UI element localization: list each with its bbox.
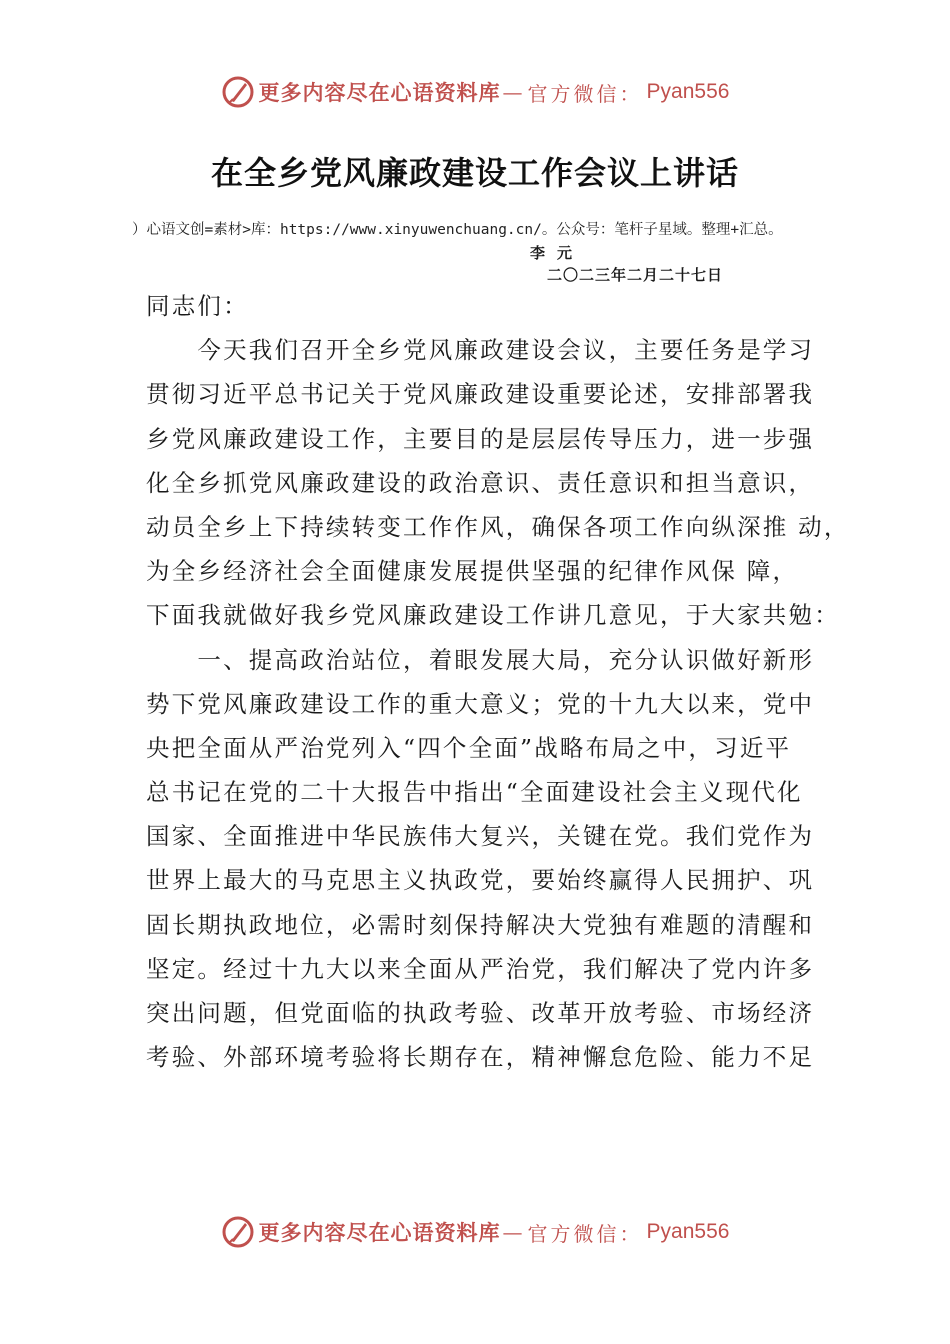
banner-wechat-label: 官方微信： bbox=[527, 1221, 643, 1246]
speech-date: 二〇二三年二月二十七日 bbox=[547, 266, 724, 284]
body-line: 央把全面从严治党列入“四个全面”战略布局之中，习近平 bbox=[146, 733, 792, 762]
body-line: 总书记在党的二十大报告中指出“全面建设社会主义现代化 bbox=[146, 778, 803, 807]
body-line: 世界上最大的马克思主义执政党，要始终赢得人民拥护、巩 bbox=[146, 866, 815, 895]
banner-wechat-id: Pyan556 bbox=[646, 1220, 730, 1243]
author-name: 李元 bbox=[530, 244, 585, 262]
quill-logo-icon bbox=[221, 75, 255, 109]
banner-dash: — bbox=[502, 80, 526, 104]
banner-slogan: 更多内容尽在心语资料库 bbox=[258, 80, 501, 105]
body-line: 乡党风廉政建设工作，主要目的是层层传导压力，进一步强 bbox=[146, 424, 815, 453]
body-line: 化全乡抓党风廉政建设的政治意识、责任意识和担当意识， bbox=[146, 468, 815, 497]
body-line: 贯彻习近平总书记关于党风廉政建设重要论述，安排部署我 bbox=[146, 380, 815, 409]
banner-slogan: 更多内容尽在心语资料库 bbox=[258, 1220, 501, 1245]
body-line: 一、提高政治站位，着眼发展大局，充分认识做好新形 bbox=[146, 645, 815, 674]
body-line: 坚定。经过十九大以来全面从严治党，我们解决了党内许多 bbox=[146, 954, 815, 983]
body-line: 动员全乡上下持续转变工作作风，确保各项工作向纵深推 动， bbox=[146, 512, 850, 541]
body-line: 固长期执政地位，必需时刻保持解决大党独有难题的清醒和 bbox=[146, 910, 815, 939]
banner-wechat-id: Pyan556 bbox=[646, 80, 730, 103]
body-line: 突出问题，但党面临的执政考验、改革开放考验、市场经济 bbox=[146, 999, 815, 1027]
banner-dash: — bbox=[502, 1220, 526, 1244]
body-line: 考验、外部环境考验将长期存在，精神懈怠危险、能力不足 bbox=[146, 1043, 815, 1072]
footer-banner bbox=[0, 1212, 950, 1252]
page-title: 在全乡党风廉政建设工作会议上讲话 bbox=[210, 154, 739, 192]
source-line: ）心语文创=素材>库：https://www.xinyuwenchuang.cn/。公众号：笔杆子星域。整理+汇总。 bbox=[132, 222, 783, 238]
header-banner bbox=[0, 72, 950, 112]
body-line: 势下党风廉政建设工作的重大意义；党的十九大以来，党中 bbox=[146, 689, 815, 718]
body-line: 下面我就做好我乡党风廉政建设工作讲几意见，于大家共勉： bbox=[146, 601, 840, 630]
body-line: 为全乡经济社会全面健康发展提供坚强的纪律作风保 障， bbox=[146, 557, 799, 586]
salutation: 同志们： bbox=[146, 292, 249, 320]
speech-body bbox=[146, 284, 850, 1079]
banner-wechat-label: 官方微信： bbox=[527, 81, 643, 106]
body-line: 今天我们召开全乡党风廉政建设会议，主要任务是学习 bbox=[146, 336, 815, 365]
quill-logo-icon bbox=[221, 1215, 255, 1249]
body-line: 国家、全面推进中华民族伟大复兴，关键在党。我们党作为 bbox=[146, 822, 815, 851]
